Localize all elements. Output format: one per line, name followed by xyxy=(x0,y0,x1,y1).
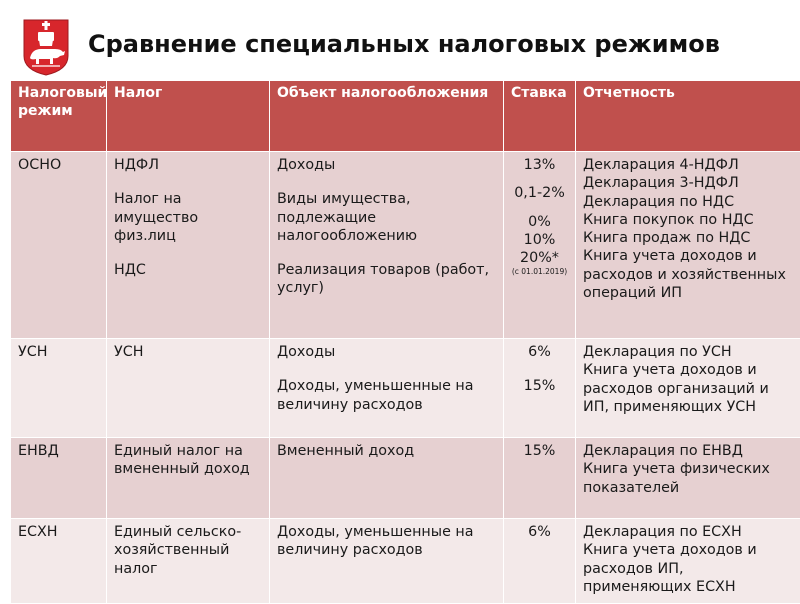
regime-cell: ОСНО xyxy=(11,152,107,339)
regime-cell: ЕСХН xyxy=(11,519,107,604)
object-cell: Доходы Виды имущества, подлежащие налогообложению Реализация товаров (работ, услуг) xyxy=(270,152,504,339)
tax-regimes-table xyxy=(10,80,800,604)
col-header-regime: Налоговый режим xyxy=(11,81,107,152)
table-row xyxy=(11,438,800,519)
reporting-cell: Декларация по ЕСХН Книга учета доходов и расходов ИП, применяющих ЕСХН xyxy=(576,519,800,604)
rate-cell: 6% 15% xyxy=(504,339,576,438)
object-cell: Доходы, уменьшенные на величину расходов xyxy=(270,519,504,604)
table-header-row xyxy=(11,81,800,152)
table-row xyxy=(11,519,800,604)
reporting-cell: Декларация по ЕНВД Книга учета физических показателей xyxy=(576,438,800,519)
tax-cell: Единый сельско-хозяйственный налог xyxy=(107,519,270,604)
object-cell: Доходы Доходы, уменьшенные на величину расходов xyxy=(270,339,504,438)
col-header-reporting: Отчетность xyxy=(576,81,800,152)
page-title: Сравнение специальных налоговых режимов xyxy=(88,30,720,58)
col-header-rate: Ставка xyxy=(504,81,576,152)
rate-note: (с 01.01.2019) xyxy=(511,267,568,276)
reporting-cell: Декларация 4-НДФЛ Декларация 3-НДФЛ Декларация по НДС Книга покупок по НДС Книга продаж по НДС Книга учета доходов и расходов и хозяйственных операций ИП xyxy=(576,152,800,339)
table-row xyxy=(11,152,800,339)
rate-cell: 15% xyxy=(504,438,576,519)
col-header-object: Объект налогообложения xyxy=(270,81,504,152)
rate-cell: 6% xyxy=(504,519,576,604)
rate-cell: 13% 0,1-2% 0% 10% 20%* (с 01.01.2019) xyxy=(504,152,576,339)
regime-cell: УСН xyxy=(11,339,107,438)
reporting-cell: Декларация по УСН Книга учета доходов и расходов организаций и ИП, применяющих УСН xyxy=(576,339,800,438)
regime-cell: ЕНВД xyxy=(11,438,107,519)
tax-cell: Единый налог на вмененный доход xyxy=(107,438,270,519)
table-row xyxy=(11,339,800,438)
perm-coat-of-arms-bear-icon xyxy=(22,18,70,76)
tax-cell: УСН xyxy=(107,339,270,438)
col-header-tax: Налог xyxy=(107,81,270,152)
tax-cell: НДФЛ Налог на имущество физ.лиц НДС xyxy=(107,152,270,339)
object-cell: Вмененный доход xyxy=(270,438,504,519)
